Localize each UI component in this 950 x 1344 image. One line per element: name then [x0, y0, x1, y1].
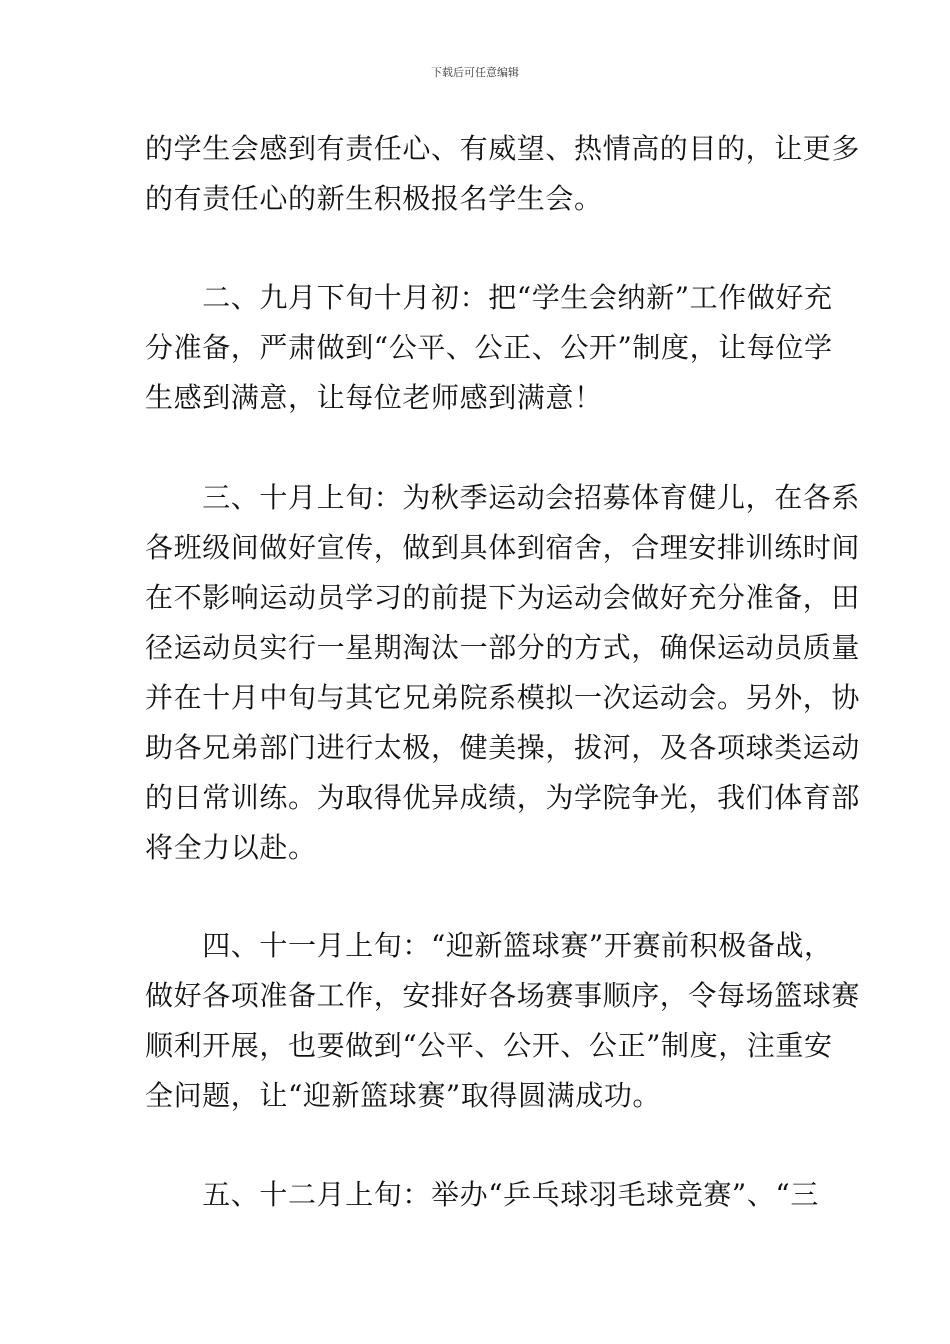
text-line: 顺利开展，也要做到“公平、公开、公正”制度，注重安 [145, 1029, 833, 1062]
text-line: 的有责任心的新生积极报名学生会。 [145, 182, 603, 215]
text-line: 三、十月上旬：为秋季运动会招募体育健儿，在各系 [145, 481, 861, 514]
text-line: 全问题，让“迎新篮球赛”取得圆满成功。 [145, 1079, 662, 1112]
text-line: 在不影响运动员学习的前提下为运动会做好充分准备，田 [145, 581, 861, 614]
text-line: 二、九月下旬十月初：把“学生会纳新”工作做好充 [145, 281, 833, 314]
text-line: 生感到满意，让每位老师感到满意！ [145, 381, 603, 414]
text-line: 并在十月中旬与其它兄弟院系模拟一次运动会。另外，协 [145, 681, 861, 714]
text-line: 分准备，严肃做到“公平、公正、公开”制度，让每位学 [145, 331, 833, 364]
text-line: 五、十二月上旬：举办“乒乓球羽毛球竞赛”、“三 [145, 1178, 819, 1211]
text-line: 做好各项准备工作，安排好各场赛事顺序，令每场篮球赛 [145, 979, 861, 1012]
text-line: 四、十一月上旬：“迎新篮球赛”开赛前积极备战， [145, 929, 833, 962]
text-line: 各班级间做好宣传，做到具体到宿舍，合理安排训练时间 [145, 531, 861, 564]
text-line: 将全力以赴。 [145, 831, 317, 864]
text-line: 的日常训练。为取得优异成绩，为学院争光，我们体育部 [145, 781, 861, 814]
page-header: 下载后可任意编辑 [431, 66, 519, 79]
text-line: 径运动员实行一星期淘汰一部分的方式，确保运动员质量 [145, 631, 861, 664]
text-line: 的学生会感到有责任心、有威望、热情高的目的，让更多 [145, 132, 861, 165]
text-line: 助各兄弟部门进行太极，健美操，拔河，及各项球类运动 [145, 731, 861, 764]
